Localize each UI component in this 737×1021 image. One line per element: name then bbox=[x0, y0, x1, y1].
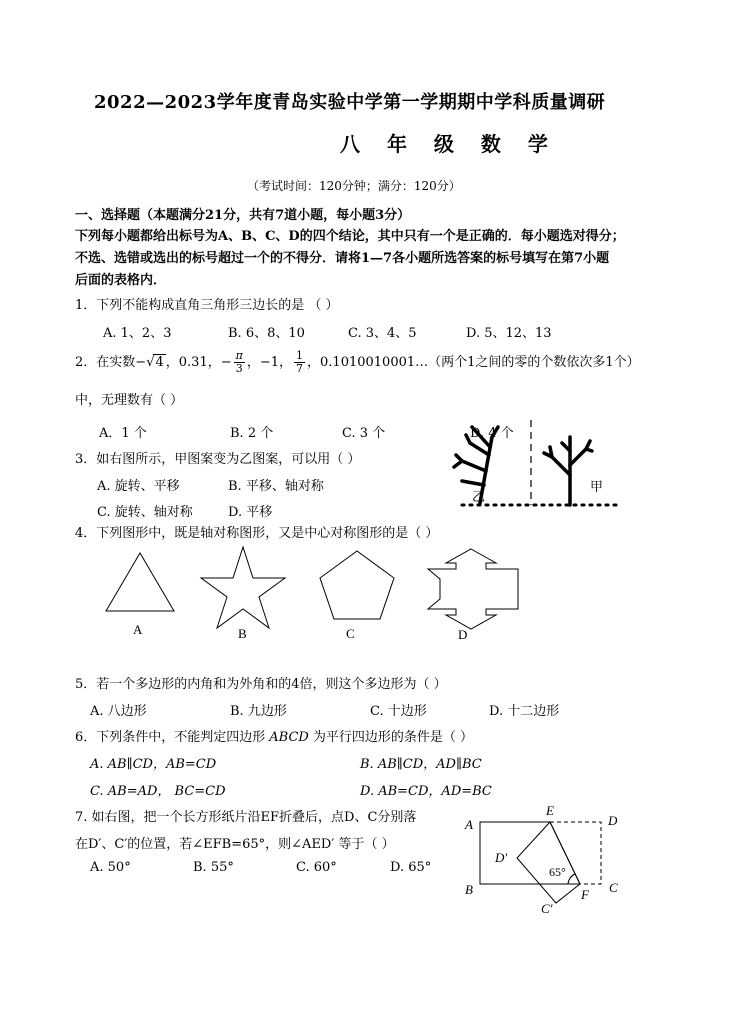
q1-option-d: D. 5、12、13 bbox=[466, 326, 552, 341]
q2-option-c: C. 3 个 bbox=[342, 426, 386, 441]
q1-option-a: A. 1、2、3 bbox=[103, 326, 172, 341]
q2-option-d: D. 4 个 bbox=[470, 426, 514, 441]
fig-point-f: F bbox=[581, 887, 589, 902]
fig-point-d-prime: D′ bbox=[495, 850, 508, 865]
q5-option-c: C. 十边形 bbox=[370, 704, 427, 719]
q6-option-d: D. AB=CD，AD=BC bbox=[360, 784, 492, 799]
exam-title: 2022—2023学年度青岛实验中学第一学期期中学科质量调研 bbox=[94, 92, 606, 113]
fig-point-e: E bbox=[546, 803, 554, 818]
q3-tree-figure bbox=[440, 415, 640, 520]
shape-label-a: A bbox=[133, 622, 143, 637]
question-3-stem: 3．如右图所示，甲图案变为乙图案，可以用（ ） bbox=[75, 452, 361, 467]
question-4-stem: 4．下列图形中，既是轴对称图形，又是中心对称图形的是（ ） bbox=[75, 526, 439, 541]
q1-option-b: B. 6、8、10 bbox=[228, 326, 305, 341]
question-7-line1: 7. 如右图，把一个长方形纸片沿EF折叠后，点D、C分别落 bbox=[75, 810, 417, 825]
q7-option-b: B. 55° bbox=[193, 860, 234, 875]
fig-point-d: D bbox=[608, 813, 618, 828]
shape-a-triangle bbox=[106, 553, 174, 611]
shape-b-star bbox=[201, 547, 285, 628]
q5-option-b: B. 九边形 bbox=[230, 704, 287, 719]
q6-option-b: B. AB∥CD，AD∥BC bbox=[360, 757, 482, 772]
question-2-stem: 2．在实数−√4 ，0.31，− $\frac{\pi}{3}$ ，−1， $\frac{1}{7}$ ，0.1010010001…（两个1之间的零的个数依次多1个） bbox=[75, 349, 640, 375]
q3-option-a: A. 旋转、平移 bbox=[97, 479, 180, 494]
fig-point-b: B bbox=[465, 882, 473, 897]
shape-label-b: B bbox=[238, 626, 247, 641]
q7-option-c: C. 60° bbox=[296, 860, 337, 875]
pi-over-3-fraction: $\frac{\pi}{3}$ bbox=[235, 349, 243, 375]
question-2-line2: 中，无理数有（ ） bbox=[75, 393, 184, 408]
q5-option-a: A. 八边形 bbox=[90, 704, 147, 719]
instruction-line: 不选、选错或选出的标号超过一个的不得分．请将1—7各小题所选答案的标号填写在第7小题 bbox=[75, 251, 610, 266]
q3-option-d: D. 平移 bbox=[228, 505, 273, 520]
instruction-line: 下列每小题都给出标号为A、B、C、D的四个结论，其中只有一个是正确的．每小题选对得分； bbox=[75, 229, 625, 244]
fig-point-a: A bbox=[465, 817, 473, 832]
instruction-line: 后面的表格内． bbox=[75, 273, 167, 288]
q7-fold-figure bbox=[455, 800, 635, 920]
one-seventh-fraction: $\frac{1}{7}$ bbox=[296, 349, 304, 375]
shape-label-c: C bbox=[346, 626, 355, 641]
shape-d-arrows bbox=[428, 549, 518, 629]
q2-option-a: A．1 个 bbox=[99, 426, 147, 441]
q7-option-a: A. 50° bbox=[90, 860, 131, 875]
question-6-stem: 6．下列条件中，不能判定四边形 ABCD 为平行四边形的条件是（ ） bbox=[75, 730, 473, 745]
q6-option-c: C. AB=AD， BC=CD bbox=[90, 784, 226, 799]
q6-option-a: A. AB∥CD，AB=CD bbox=[90, 757, 217, 772]
section-heading: 一、选择题（本题满分21分，共有7道小题，每小题3分） bbox=[75, 208, 411, 223]
fig-label-yi: 乙 bbox=[472, 489, 486, 504]
fig-point-c-prime: C′ bbox=[541, 901, 553, 916]
q3-option-c: C. 旋转、轴对称 bbox=[97, 505, 193, 520]
question-7-line2: 在D′、C′的位置，若∠EFB=65°，则∠AED′ 等于（ ） bbox=[75, 837, 395, 852]
q5-option-d: D. 十二边形 bbox=[489, 704, 560, 719]
exam-info: （考试时间：120分钟；满分：120分） bbox=[247, 179, 461, 193]
q4-shapes-figure bbox=[98, 545, 538, 645]
fig-point-c: C bbox=[609, 880, 618, 895]
q7-option-d: D. 65° bbox=[390, 860, 432, 875]
fig-label-jia: 甲 bbox=[590, 479, 604, 494]
q1-option-c: C. 3、4、5 bbox=[348, 326, 417, 341]
question-5-stem: 5．若一个多边形的内角和为外角和的4倍，则这个多边形为（ ） bbox=[75, 677, 447, 692]
shape-label-d: D bbox=[458, 627, 468, 642]
q3-option-b: B. 平移、轴对称 bbox=[228, 479, 324, 494]
subject-title: 八 年 级 数 学 bbox=[340, 132, 558, 156]
question-1-stem: 1．下列不能构成直角三角形三边长的是 （ ） bbox=[75, 298, 339, 313]
fig-angle-label: 65° bbox=[549, 865, 566, 879]
q2-option-b: B. 2 个 bbox=[230, 426, 274, 441]
shape-c-pentagon bbox=[320, 551, 394, 619]
